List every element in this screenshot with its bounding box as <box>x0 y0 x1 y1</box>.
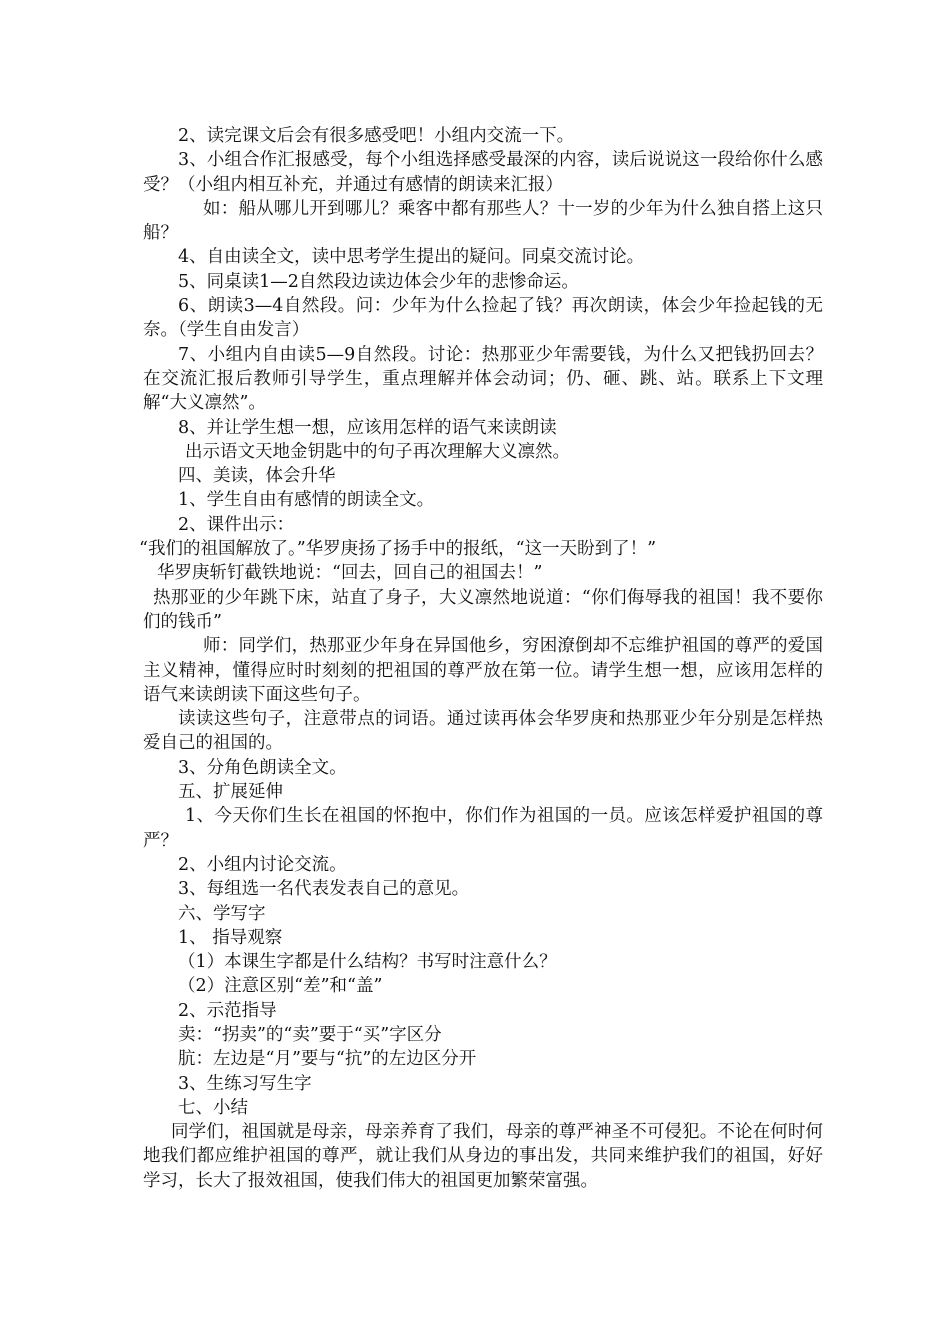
paragraph: 华罗庚斩钉截铁地说：“回去，回自己的祖国去！” <box>157 563 543 584</box>
paragraph: 七、小结 <box>178 1097 248 1118</box>
paragraph: 3、每组选一名代表发表自己的意见。 <box>178 879 470 900</box>
paragraph: 2、课件出示： <box>178 514 295 535</box>
paragraph: 5、同桌读1—2自然段边读边体会少年的悲惨命运。 <box>178 271 579 292</box>
paragraph: 6、朗读3—4自然段。问：少年为什么捡起了钱？再次朗读，体会少年捡起钱的无奈。（学生自由发言） <box>143 296 823 341</box>
paragraph: 肮：左边是“月”要与“抗”的左边区分开 <box>178 1049 477 1070</box>
paragraph: 7、小组内自由读5—9自然段。讨论：热那亚少年需要钱，为什么又把钱扔回去？在交流汇报后教师引导学生，重点理解并体会动词；仍、砸、跳、站。联系上下文理解“大义凛然”。 <box>143 344 823 414</box>
paragraph: 四、美读，体会升华 <box>178 466 336 487</box>
paragraph: 热那亚的少年跳下床，站直了身子，大义凛然地说道：“你们侮辱我的祖国！我不要你们的钱币” <box>143 587 823 632</box>
paragraph: 1、学生自由有感情的朗读全文。 <box>178 490 435 511</box>
paragraph: 2、读完课文后会有很多感受吧！小组内交流一下。 <box>178 126 575 146</box>
paragraph: 五、扩展延伸 <box>178 782 283 803</box>
paragraph: 1、今天你们生长在祖国的怀抱中，你们作为祖国的一员。应该怎样爱护祖国的尊严？ <box>143 806 823 851</box>
paragraph: 读读这些句子，注意带点的词语。通过读再体会华罗庚和热那亚少年分别是怎样热爱自己的祖国的。 <box>143 709 823 754</box>
document-body <box>139 124 823 1193</box>
paragraph: “我们的祖国解放了。”华罗庚扬了扬手中的报纸，“这一天盼到了！” <box>139 539 657 560</box>
paragraph: 卖：“拐卖”的“卖”要于“买”字区分 <box>178 1024 442 1045</box>
paragraph: 4、自由读全文，读中思考学生提出的疑问。同桌交流讨论。 <box>178 247 645 268</box>
paragraph: 出示语文天地金钥匙中的句子再次理解大义凛然。 <box>185 441 570 462</box>
paragraph: 如：船从哪儿开到哪儿？乘客中都有那些人？十一岁的少年为什么独自搭上这只船？ <box>143 198 823 244</box>
paragraph: 3、分角色朗读全文。 <box>178 757 347 778</box>
paragraph: 1、 指导观察 <box>178 927 283 948</box>
paragraph: （2）注意区别“差”和“盖” <box>178 976 383 997</box>
paragraph: 8、并让学生想一想，应该用怎样的语气来读朗读 <box>178 417 557 438</box>
paragraph: 3、小组合作汇报感受，每个小组选择感受最深的内容，读后说说这一段给你什么感受？（小组内相互补充，并通过有感情的朗读来汇报） <box>143 150 823 195</box>
paragraph: （1）本课生字都是什么结构？书写时注意什么？ <box>178 952 557 973</box>
paragraph: 3、生练习写生字 <box>178 1073 312 1094</box>
paragraph: 同学们，祖国就是母亲，母亲养育了我们，母亲的尊严神圣不可侵犯。不论在何时何地我们都应维护祖国的尊严，就让我们从身边的事出发，共同来维护我们的祖国，好好学习，长大了报效祖国，使我们伟大的祖国更加繁荣富强。 <box>143 1122 823 1191</box>
paragraph: 2、小组内讨论交流。 <box>178 854 347 875</box>
paragraph: 师：同学们，热那亚少年身在异国他乡，穷困潦倒却不忘维护祖国的尊严的爱国主义精神，懂得应时时刻刻的把祖国的尊严放在第一位。请学生想一想，应该用怎样的语气来读朗读下面这些句子。 <box>143 636 823 705</box>
paragraph: 六、学写字 <box>178 903 266 924</box>
paragraph: 2、示范指导 <box>178 1000 277 1021</box>
